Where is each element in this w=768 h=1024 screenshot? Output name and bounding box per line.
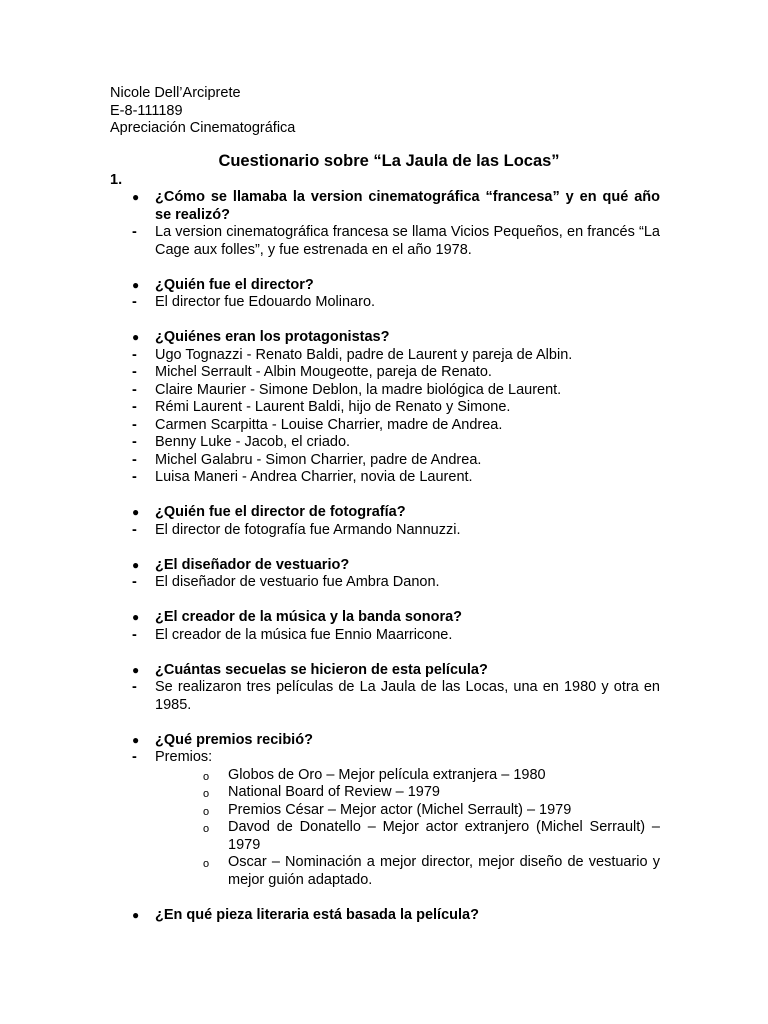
question-text: ¿El creador de la música y la banda sonora? bbox=[155, 609, 463, 625]
answer-text: Carmen Scarpitta - Louise Charrier, madre de Andrea. bbox=[155, 416, 503, 433]
answer-item bbox=[130, 627, 660, 645]
answer-list bbox=[130, 679, 660, 714]
circle-bullet-icon: o bbox=[203, 788, 210, 800]
answer-list bbox=[130, 627, 660, 645]
circle-bullet-icon: o bbox=[203, 805, 210, 818]
award-text: Premios César – Mejor actor (Michel Serrault) – 1979 bbox=[228, 801, 572, 818]
answer-text: Se realizaron tres películas de La Jaula de las Locas, una en 1980 y otra en 1985. bbox=[155, 679, 660, 713]
question-text: ¿Quién fue el director de fotografía? bbox=[155, 504, 406, 520]
answer-text: El creador de la música fue Ennio Maarricone. bbox=[155, 626, 453, 643]
award-item bbox=[203, 819, 660, 854]
dash-bullet: - bbox=[132, 679, 137, 695]
answer-list bbox=[130, 522, 660, 540]
question-text: ¿Quién fue el director? bbox=[155, 276, 314, 293]
answer-text: El director fue Edouardo Molinaro. bbox=[155, 294, 376, 310]
circle-bullet-icon: o bbox=[203, 823, 210, 835]
answer-item bbox=[130, 469, 660, 487]
bullet-icon: ● bbox=[132, 557, 140, 572]
dash-bullet: - bbox=[132, 749, 137, 765]
dash-bullet: - bbox=[132, 626, 137, 643]
answer-text: Rémi Laurent - Laurent Baldi, hijo de Renato y Simone. bbox=[155, 399, 511, 415]
bullet-icon: ● bbox=[132, 907, 140, 922]
answer-list bbox=[130, 294, 660, 312]
question-item bbox=[130, 662, 660, 715]
answer-list bbox=[130, 749, 660, 767]
answer-item bbox=[130, 399, 660, 417]
question-text: ¿Cuántas secuelas se hicieron de esta película? bbox=[155, 661, 488, 678]
bullet-icon: ● bbox=[132, 277, 140, 292]
circle-bullet-icon: o bbox=[203, 858, 210, 870]
student-id: E-8-111189 bbox=[110, 102, 183, 119]
question-text: ¿El diseñador de vestuario? bbox=[155, 556, 350, 573]
dash-bullet: - bbox=[132, 224, 137, 240]
question-item bbox=[130, 504, 660, 539]
bullet-icon: ● bbox=[132, 190, 140, 204]
answer-item bbox=[130, 294, 660, 312]
author-header bbox=[110, 85, 295, 138]
award-list bbox=[130, 767, 660, 890]
answer-text: El diseñador de vestuario fue Ambra Danon. bbox=[155, 574, 440, 590]
bullet-icon: ● bbox=[132, 330, 140, 344]
document-title: Cuestionario sobre “La Jaula de las Locas” bbox=[218, 152, 560, 170]
award-item bbox=[203, 854, 660, 889]
question-item bbox=[130, 609, 660, 644]
answer-list bbox=[130, 347, 660, 487]
answer-text: La version cinematográfica francesa se llama Vicios Pequeños, en francés “La Cage aux folles”, y fue estrenada en el año 1978. bbox=[155, 224, 660, 258]
dash-bullet: - bbox=[132, 434, 137, 450]
dash-bullet: - bbox=[132, 574, 137, 590]
circle-bullet-icon: o bbox=[203, 770, 210, 783]
question-list bbox=[130, 189, 660, 942]
bullet-icon: ● bbox=[132, 662, 140, 677]
question-item bbox=[130, 329, 660, 487]
dash-bullet: - bbox=[132, 294, 137, 310]
answer-item bbox=[130, 364, 660, 382]
award-text: National Board of Review – 1979 bbox=[228, 784, 440, 800]
question-text: ¿Qué premios recibió? bbox=[155, 731, 313, 748]
answer-item bbox=[130, 224, 660, 259]
answer-list bbox=[130, 224, 660, 259]
question-item bbox=[130, 907, 660, 925]
question-text: ¿Quiénes eran los protagonistas? bbox=[155, 329, 390, 345]
award-item bbox=[203, 802, 660, 820]
answer-item bbox=[130, 347, 660, 365]
bullet-icon: ● bbox=[132, 505, 140, 519]
award-text: Oscar – Nominación a mejor director, mejor diseño de vestuario y mejor guión adaptado. bbox=[228, 854, 660, 888]
question-item bbox=[130, 277, 660, 312]
question-item bbox=[130, 732, 660, 890]
answer-item bbox=[130, 382, 660, 400]
answer-item bbox=[130, 749, 660, 767]
section-number: 1. bbox=[110, 172, 123, 188]
question-item bbox=[130, 557, 660, 592]
course-name: Apreciación Cinematográfica bbox=[110, 120, 296, 136]
answer-item bbox=[130, 417, 660, 435]
question-item bbox=[130, 189, 660, 259]
answer-text: Premios: bbox=[155, 749, 213, 765]
bullet-icon: ● bbox=[132, 610, 140, 624]
dash-bullet: - bbox=[132, 416, 137, 433]
answer-item bbox=[130, 679, 660, 714]
dash-bullet: - bbox=[132, 346, 137, 363]
award-item bbox=[203, 767, 660, 785]
dash-bullet: - bbox=[132, 399, 137, 415]
answer-item bbox=[130, 574, 660, 592]
dash-bullet: - bbox=[132, 381, 137, 398]
author-name: Nicole Dell’Arciprete bbox=[110, 85, 241, 101]
bullet-icon: ● bbox=[132, 732, 140, 747]
dash-bullet: - bbox=[132, 521, 137, 538]
answer-list bbox=[130, 574, 660, 592]
answer-text: Ugo Tognazzi - Renato Baldi, padre de Laurent y pareja de Albin. bbox=[155, 346, 573, 363]
award-item bbox=[203, 784, 660, 802]
answer-text: Claire Maurier - Simone Deblon, la madre biológica de Laurent. bbox=[155, 381, 562, 398]
award-text: Davod de Donatello – Mejor actor extranjero (Michel Serrault) – 1979 bbox=[228, 819, 660, 853]
answer-item bbox=[130, 452, 660, 470]
dash-bullet: - bbox=[132, 469, 137, 485]
answer-item bbox=[130, 522, 660, 540]
question-text: ¿En qué pieza literaria está basada la película? bbox=[155, 906, 479, 923]
question-text: ¿Cómo se llamaba la version cinematográfica “francesa” y en qué año se realizó? bbox=[155, 189, 660, 223]
award-text: Globos de Oro – Mejor película extranjera – 1980 bbox=[228, 766, 546, 783]
answer-text: El director de fotografía fue Armando Nannuzzi. bbox=[155, 521, 461, 538]
answer-item bbox=[130, 434, 660, 452]
answer-text: Michel Serrault - Albin Mougeotte, pareja de Renato. bbox=[155, 364, 492, 380]
answer-text: Luisa Maneri - Andrea Charrier, novia de Laurent. bbox=[155, 469, 473, 485]
answer-text: Michel Galabru - Simon Charrier, padre de Andrea. bbox=[155, 451, 482, 468]
answer-text: Benny Luke - Jacob, el criado. bbox=[155, 434, 351, 450]
dash-bullet: - bbox=[132, 451, 137, 468]
dash-bullet: - bbox=[132, 364, 137, 380]
